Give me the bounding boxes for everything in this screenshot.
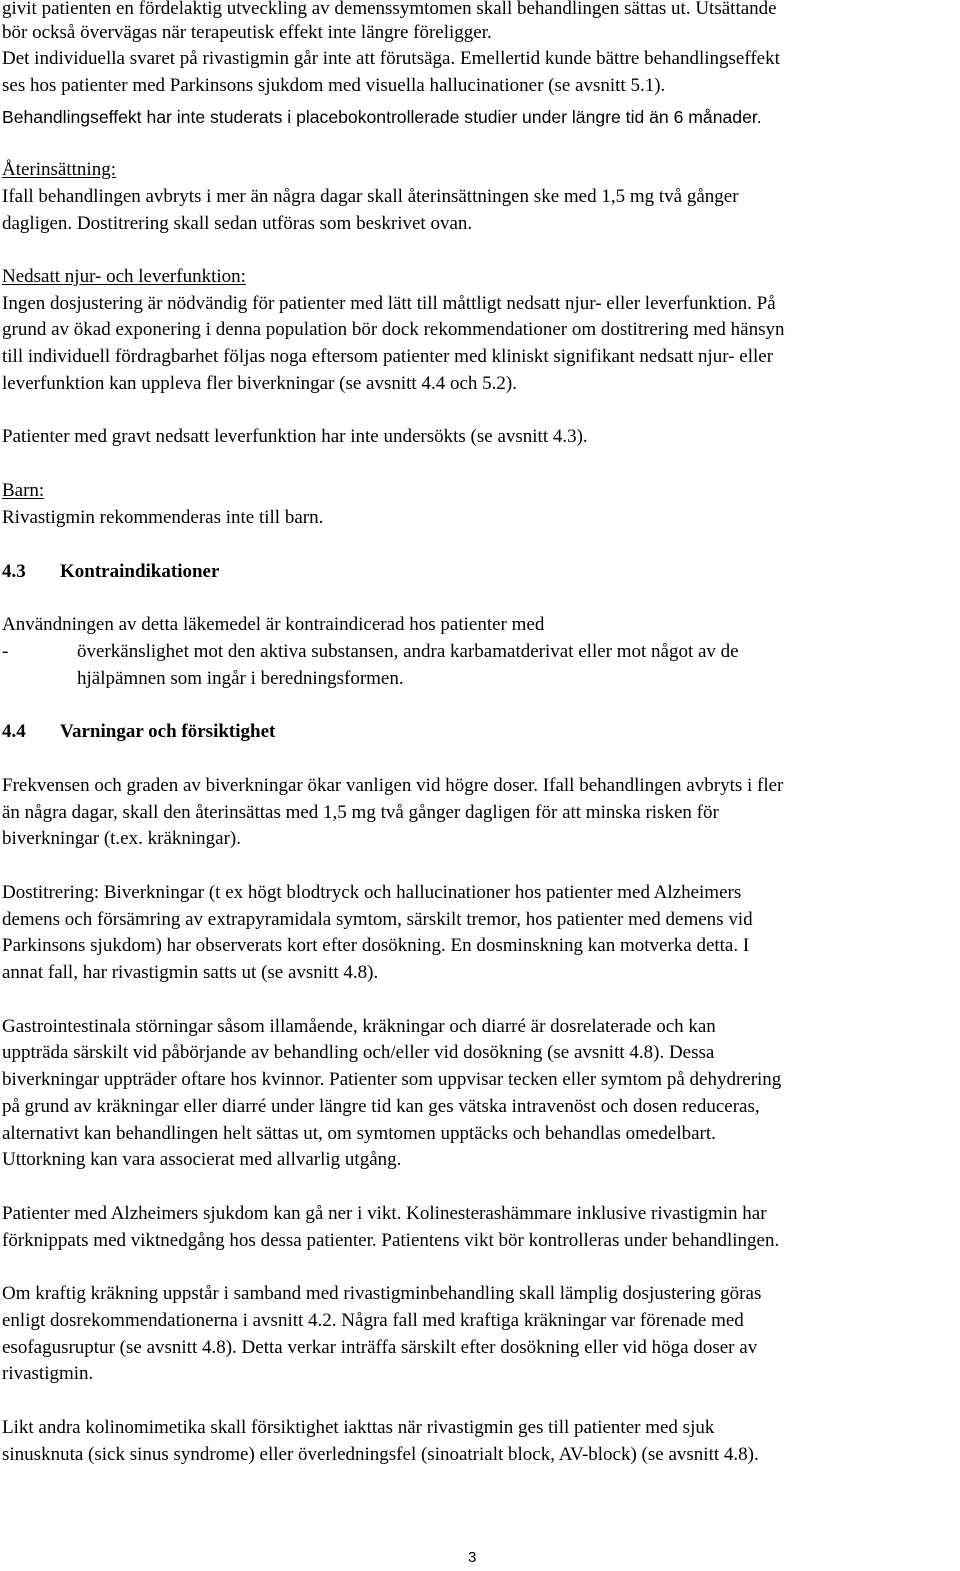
text-line: biverkningar uppträder oftare hos kvinnor. Patienter som uppvisar tecken eller symtom på dehydrering [2,1069,782,1090]
text-line: Om kraftig kräkning uppstår i samband med rivastigminbehandling skall lämplig dosjustering göras [2,1283,762,1304]
section-title: Kontraindikationer [60,561,220,582]
text-line: än några dagar, skall den återinsättas med 1,5 mg två gånger dagligen för att minska risken för [2,802,719,823]
text-line: Parkinsons sjukdom) har observerats kort efter dosökning. En dosminskning kan motverka detta. I [2,935,750,956]
text-line: rivastigmin. [2,1363,94,1384]
text-line: Frekvensen och graden av biverkningar ökar vanligen vid högre doser. Ifall behandlingen avbryts i fler [2,775,784,796]
text-line: ses hos patienter med Parkinsons sjukdom med visuella hallucinationer (se avsnitt 5.1). [2,75,666,96]
text-line: biverkningar (t.ex. kräkningar). [2,828,241,849]
subheading-reinsattning: Återinsättning: [2,159,116,180]
bullet-dash: - [2,641,9,662]
text-line: till individuell fördragbarhet följas noga eftersom patienter med kliniskt signifikant nedsatt njur- eller [2,346,774,367]
text-line: Ingen dosjustering är nödvändig för patienter med lätt till måttligt nedsatt njur- eller leverfunktion. På [2,293,776,314]
text-line: dagligen. Dostitrering skall sedan utföras som beskrivet ovan. [2,213,473,234]
text-line: bör också övervägas när terapeutisk effekt inte längre föreligger. [2,22,492,43]
text-line: Uttorkning kan vara associerat med allvarlig utgång. [2,1149,402,1170]
text-line: enligt dosrekommendationerna i avsnitt 4.2. Några fall med kraftiga kräkningar var förenade med [2,1310,744,1331]
text-line: Användningen av detta läkemedel är kontraindicerad hos patienter med [2,614,545,635]
section-title: Varningar och försiktighet [60,721,276,742]
text-line: Dostitrering: Biverkningar (t ex högt blodtryck och hallucinationer hos patienter med Alzheimers [2,882,742,903]
text-line: sinusknuta (sick sinus syndrome) eller överledningsfel (sinoatrialt block, AV-block) (se avsnitt 4.8). [2,1444,759,1465]
text-line: Gastrointestinala störningar såsom illamående, kräkningar och diarré är dosrelaterade och kan [2,1016,716,1037]
subheading-nedsatt-funktion: Nedsatt njur- och leverfunktion: [2,266,246,287]
text-line: esofagusruptur (se avsnitt 4.8). Detta verkar inträffa särskilt efter dosökning eller vid höga doser av [2,1337,758,1358]
text-line: Likt andra kolinomimetika skall försiktighet iakttas när rivastigmin ges till patienter med sjuk [2,1417,715,1438]
list-item-continuation: hjälpämnen som ingår i beredningsformen. [77,668,404,689]
section-number: 4.4 [2,721,26,742]
list-item [2,641,739,663]
text-line: givit patienten en fördelaktig utveckling av demenssymtomen skall behandlingen sättas ut. Utsättande [2,0,777,19]
text-line: Rivastigmin rekommenderas inte till barn. [2,507,324,528]
list-item-text: överkänslighet mot den aktiva substansen, andra karbamatderivat eller mot något av de [77,641,739,662]
text-line: förknippats med viktnedgång hos dessa patienter. Patientens vikt bör kontrolleras under behandlingen. [2,1230,780,1251]
subheading-barn: Barn: [2,480,45,501]
text-line: uppträda särskilt vid påbörjande av behandling och/eller vid dosökning (se avsnitt 4.8). Dessa [2,1042,715,1063]
section-heading-4-3 [2,561,219,583]
text-line: grund av ökad exponering i denna population bör dock rekommendationer om dostitrering med hänsyn [2,319,785,340]
text-line: Ifall behandlingen avbryts i mer än några dagar skall återinsättningen ske med 1,5 mg två gånger [2,186,739,207]
section-heading-4-4 [2,721,275,743]
text-line: på grund av kräkningar eller diarré under längre tid kan ges vätska intravenöst och dosen reduceras, [2,1096,760,1117]
page-number: 3 [468,1549,477,1566]
text-line: Patienter med Alzheimers sjukdom kan gå ner i vikt. Kolinesterashämmare inklusive rivastigmin har [2,1203,767,1224]
section-number: 4.3 [2,561,26,582]
text-line: Behandlingseffekt har inte studerats i placebokontrollerade studier under längre tid än 6 månader. [2,107,762,127]
text-line: demens och försämring av extrapyramidala symtom, särskilt tremor, hos patienter med demens vid [2,909,753,930]
text-line: annat fall, har rivastigmin satts ut (se avsnitt 4.8). [2,962,379,983]
text-line: leverfunktion kan uppleva fler biverkningar (se avsnitt 4.4 och 5.2). [2,373,517,394]
text-line: Patienter med gravt nedsatt leverfunktion har inte undersökts (se avsnitt 4.3). [2,426,588,447]
text-line: alternativt kan behandlingen helt sättas ut, om symtomen upptäcks och behandlas omedelbart. [2,1123,716,1144]
text-line: Det individuella svaret på rivastigmin går inte att förutsäga. Emellertid kunde bättre behandlingseffekt [2,48,780,69]
